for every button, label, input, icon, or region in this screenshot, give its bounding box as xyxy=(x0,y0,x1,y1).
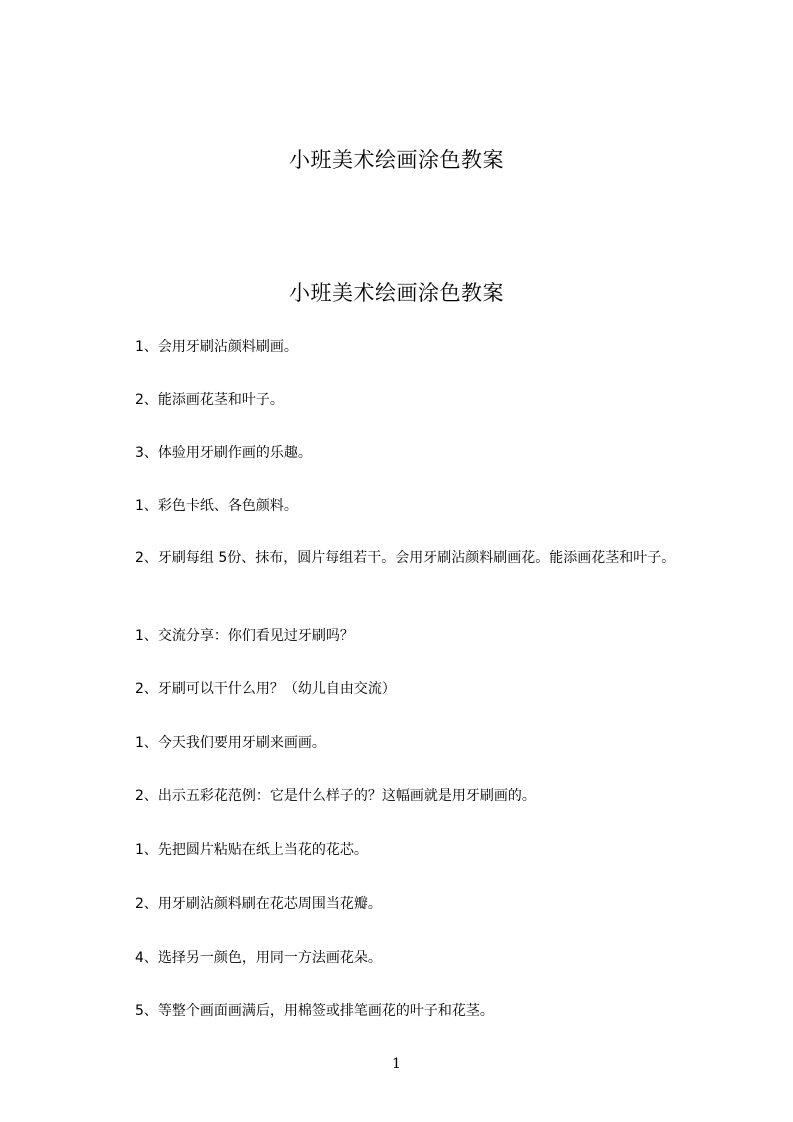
paragraph-goal-2: 2、能添画花茎和叶子。 xyxy=(135,392,284,408)
paragraph-step-1: 1、先把圆片粘贴在纸上当花的花芯。 xyxy=(135,842,368,858)
page-number: 1 xyxy=(392,1056,401,1072)
paragraph-prep-2: 2、牙刷每组 5份、抹布，圆片每组若干。会用牙刷沾颜料刷画花。能添画花茎和叶子。 xyxy=(135,550,676,566)
paragraph-step-5: 5、等整个画面画满后，用棉签或排笔画花的叶子和花茎。 xyxy=(135,1003,494,1019)
document-header-title: 小班美术绘画涂色教案 xyxy=(289,148,504,172)
paragraph-process-4: 2、出示五彩花范例：它是什么样子的？这幅画就是用牙刷画的。 xyxy=(135,788,536,804)
paragraph-process-3: 1、今天我们要用牙刷来画画。 xyxy=(135,735,326,751)
paragraph-process-2: 2、牙刷可以干什么用？（幼儿自由交流） xyxy=(135,681,396,697)
paragraph-step-4: 4、选择另一颜色，用同一方法画花朵。 xyxy=(135,950,382,966)
paragraph-process-1: 1、交流分享：你们看见过牙刷吗？ xyxy=(135,628,354,644)
paragraph-goal-1: 1、会用牙刷沾颜料刷画。 xyxy=(135,339,298,355)
paragraph-step-2: 2、用牙刷沾颜料刷在花芯周围当花瓣。 xyxy=(135,896,382,912)
document-main-title: 小班美术绘画涂色教案 xyxy=(289,281,504,305)
paragraph-prep-1: 1、彩色卡纸、各色颜料。 xyxy=(135,498,298,514)
paragraph-goal-3: 3、体验用牙刷作画的乐趣。 xyxy=(135,445,312,461)
